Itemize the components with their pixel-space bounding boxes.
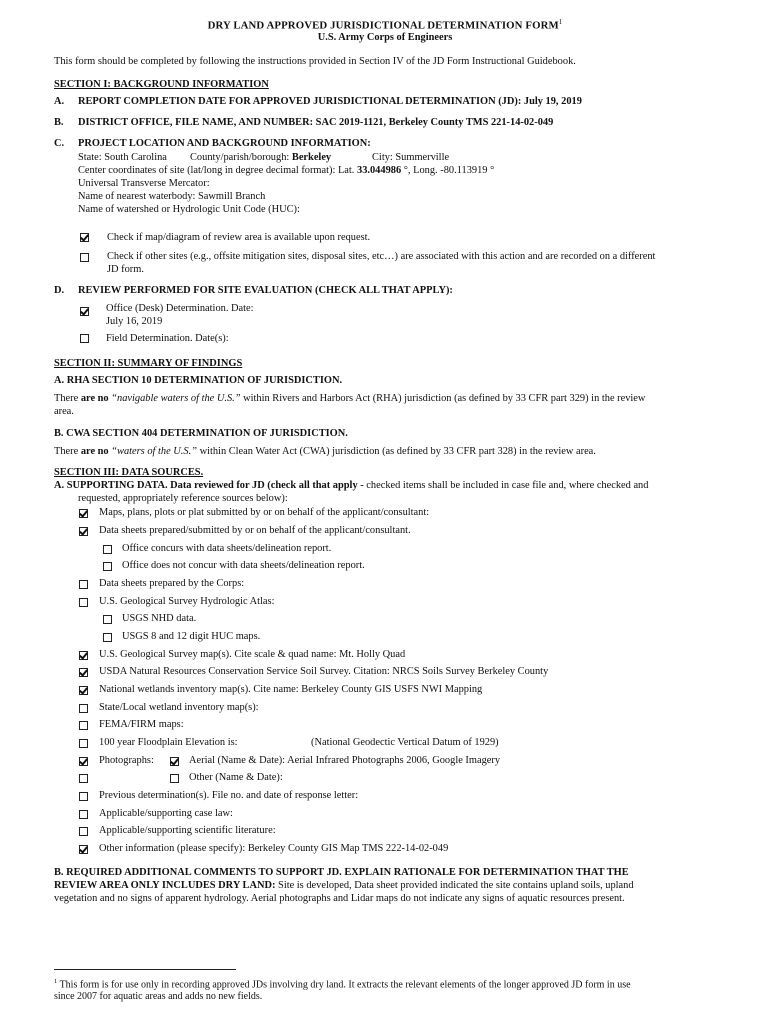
usgs-map-checkbox[interactable] [79,651,88,660]
maps-plans-label: Maps, plans, plots or plat submitted by or on behalf of the applicant/consultant: [99,507,430,518]
fema-firm-label: FEMA/FIRM maps: [99,719,184,730]
form-title: DRY LAND APPROVED JURISDICTIONAL DETERMINATION FORM$^1$ [207,18,563,32]
office-concurs-label: Office concurs with data sheets/delineation report. [122,543,332,554]
case-law-label: Applicable/supporting case law: [99,808,233,819]
usgs-nhd-label: USGS NHD data. [122,613,197,624]
rha-text-cont: area. [54,406,74,417]
maps-plans-checkbox[interactable] [79,509,88,518]
photographs-checkbox[interactable] [79,757,88,766]
data-sheets-corps-checkbox[interactable] [79,580,88,589]
usda-soil-checkbox[interactable] [79,668,88,677]
aerial-checkbox[interactable] [170,757,179,766]
cwa-text: There are no “waters of the U.S.” within Clean Water Act (CWA) jurisdiction (as defined by 33 CFR part 328) in the review area. [54,446,596,457]
previous-determination-label: Previous determination(s). File no. and date of response letter: [99,790,359,801]
other-sites-label: Check if other sites (e.g., offsite mitigation sites, disposal sites, etc…) are associated with this action and are recorded on a different [107,251,656,262]
data-sheets-applicant-label: Data sheets prepared/submitted by or on behalf of the applicant/consultant. [99,525,411,536]
report-completion-date: REPORT COMPLETION DATE FOR APPROVED JURISDICTIONAL DETERMINATION (JD): July 19, 2019 [78,96,582,107]
data-sheets-applicant-checkbox[interactable] [79,527,88,536]
review-performed-heading: REVIEW PERFORMED FOR SITE EVALUATION (CHECK ALL THAT APPLY): [78,285,453,296]
section1-heading: SECTION I: BACKGROUND INFORMATION [54,79,269,90]
footnote-ref: 1 [558,18,563,26]
cwa-heading: B. CWA SECTION 404 DETERMINATION OF JURISDICTION. [54,428,348,439]
project-location-heading: PROJECT LOCATION AND BACKGROUND INFORMATION: [78,138,371,149]
nwi-map-label: National wetlands inventory map(s). Cite name: Berkeley County GIS USFS NWI Mapping [99,684,483,695]
utm-field: Universal Transverse Mercator: [78,178,210,189]
usgs-huc-label: USGS 8 and 12 digit HUC maps. [122,631,261,642]
other-sites-label-cont: JD form. [107,264,144,275]
additional-comments-heading: B. REQUIRED ADDITIONAL COMMENTS TO SUPPORT JD. EXPLAIN RATIONALE FOR DETERMINATION THAT THE [54,867,629,878]
map-available-label: Check if map/diagram of review area is available upon request. [107,232,371,243]
other-photo-label: Other (Name & Date): [189,772,283,783]
supporting-data-heading-cont: requested, appropriately reference sources below): [78,493,288,504]
field-determination-label: Field Determination. Date(s): [106,333,229,344]
other-information-checkbox[interactable] [79,845,88,854]
footnote-line2: since 2007 for aquatic areas and adds no new fields. [54,991,263,1002]
usgs-atlas-label: U.S. Geological Survey Hydrologic Atlas: [99,596,275,607]
center-coordinates: Center coordinates of site (lat/long in degree decimal format): Lat. 33.044986 °, Long. -80.113919 ° [78,165,495,176]
section1-b-label: B. [54,117,64,128]
rha-text: There are no “navigable waters of the U.S.” within Rivers and Harbors Act (RHA) jurisdiction (as defined by 33 CFR part 329) in the review [54,393,646,404]
floodplain-checkbox[interactable] [79,739,88,748]
photo-blank-checkbox[interactable] [79,774,88,783]
map-available-checkbox[interactable] [80,233,89,242]
intro-text: This form should be completed by following the instructions provided in Section IV of the JD Form Instructional Guidebook. [54,56,576,67]
office-not-concur-label: Office does not concur with data sheets/delineation report. [122,560,365,571]
usgs-map-label: U.S. Geological Survey map(s). Cite scale & quad name: Mt. Holly Quad [99,649,406,660]
county-field: County/parish/borough: Berkeley [190,152,332,163]
usgs-huc-checkbox[interactable] [103,633,112,642]
form-subtitle: U.S. Army Corps of Engineers [317,32,453,43]
state-wetland-label: State/Local wetland inventory map(s): [99,702,259,713]
supporting-data-heading: A. SUPPORTING DATA. Data reviewed for JD (check all that apply - checked items shall be included in case file and, where checked and [54,480,649,491]
office-desk-date: July 16, 2019 [106,316,163,327]
field-determination-checkbox[interactable] [80,334,89,343]
footnote-line1: $^1$ This form is for use only in recording approved JDs involving dry land. It extracts the relevant elements of the longer approved JD form in use [54,978,631,991]
additional-comments-line2: vegetation and no signs of apparent hydrology. Aerial photographs and Lidar maps do not indicate any signs of aquatic resources present. [54,893,625,904]
scientific-literature-checkbox[interactable] [79,827,88,836]
usgs-atlas-checkbox[interactable] [79,598,88,607]
nearest-waterbody: Name of nearest waterbody: Sawmill Branch [78,191,266,202]
other-sites-checkbox[interactable] [80,253,89,262]
office-not-concur-checkbox[interactable] [103,562,112,571]
case-law-checkbox[interactable] [79,810,88,819]
photographs-label: Photographs: [99,755,154,766]
state-wetland-checkbox[interactable] [79,704,88,713]
office-desk-checkbox[interactable] [80,307,89,316]
section1-c-label: C. [54,138,65,149]
office-concurs-checkbox[interactable] [103,545,112,554]
aerial-label: Aerial (Name & Date): Aerial Infrared Photographs 2006, Google Imagery [189,755,501,766]
section1-d-label: D. [54,285,65,296]
district-office-file: DISTRICT OFFICE, FILE NAME, AND NUMBER: SAC 2019-1121, Berkeley County TMS 221-14-02-049 [78,117,554,128]
nwi-map-checkbox[interactable] [79,686,88,695]
additional-comments-line1: REVIEW AREA ONLY INCLUDES DRY LAND: Site is developed, Data sheet provided indicated the site contains upland soils, upland [54,880,634,891]
city-field: City: Summerville [372,152,450,163]
other-information-label: Other information (please specify): Berkeley County GIS Map TMS 222-14-02-049 [99,843,449,854]
section2-heading: SECTION II: SUMMARY OF FINDINGS [54,358,243,369]
section1-a-label: A. [54,96,65,107]
data-sheets-corps-label: Data sheets prepared by the Corps: [99,578,245,589]
footnote-divider [54,969,236,970]
rha-heading: A. RHA SECTION 10 DETERMINATION OF JURISDICTION. [54,375,343,386]
watershed-huc: Name of watershed or Hydrologic Unit Code (HUC): [78,204,300,215]
scientific-literature-label: Applicable/supporting scientific literature: [99,825,276,836]
office-desk-label: Office (Desk) Determination. Date: [106,303,254,314]
other-photo-checkbox[interactable] [170,774,179,783]
previous-determination-checkbox[interactable] [79,792,88,801]
state-field: State: South Carolina [78,152,167,163]
section3-heading: SECTION III: DATA SOURCES. [54,467,204,478]
datum-label: (National Geodectic Vertical Datum of 1929) [311,737,499,748]
fema-firm-checkbox[interactable] [79,721,88,730]
usda-soil-label: USDA Natural Resources Conservation Service Soil Survey. Citation: NRCS Soils Survey Berkeley County [99,666,549,677]
usgs-nhd-checkbox[interactable] [103,615,112,624]
floodplain-label: 100 year Floodplain Elevation is: [99,737,238,748]
